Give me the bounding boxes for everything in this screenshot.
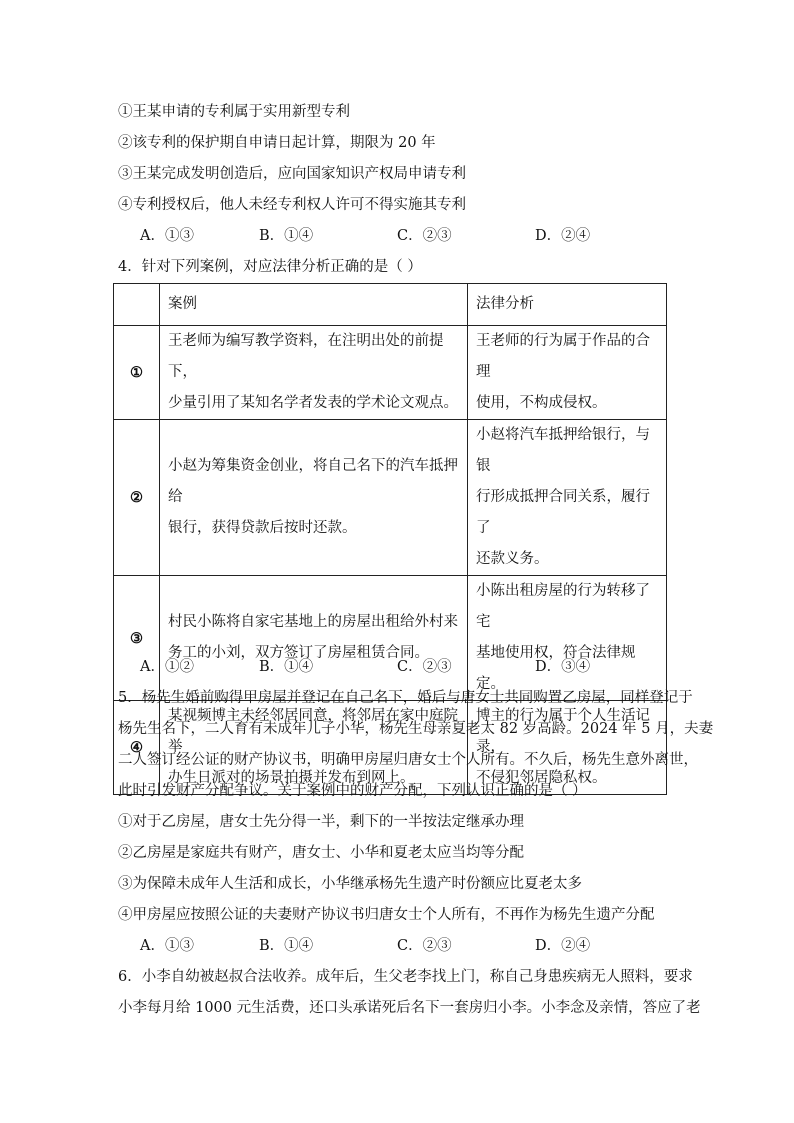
analysis-line: 小陈出租房屋的行为转移了宅	[476, 583, 650, 630]
case-line: 务工的小刘，双方签订了房屋租赁合同。	[168, 645, 429, 661]
case-line: 银行，获得贷款后按时还款。	[168, 520, 357, 536]
table-row	[114, 326, 667, 420]
q5-option-a: A．①③	[140, 938, 194, 954]
q5-item-2: ②乙房屋是家庭共有财产，唐女士、小华和夏老太应当均等分配	[118, 845, 524, 861]
q6-stem-line-2: 小李每月给 1000 元生活费，还口头承诺死后名下一套房归小李。小李念及亲情，答应了老	[118, 1000, 701, 1016]
analysis-line: 基地使用权，符合法律规定。	[476, 645, 636, 692]
q3-option-c: C．②③	[397, 228, 452, 244]
header-cell-analysis: 法律分析	[468, 284, 667, 326]
q4-option-d: D．③④	[535, 659, 591, 675]
row-number: ①	[114, 326, 160, 420]
q3-item-1: ①王某申请的专利属于实用新型专利	[118, 104, 350, 120]
table-header-row	[114, 284, 667, 326]
q4-stem: 4．针对下列案例，对应法律分析正确的是（ ）	[118, 259, 422, 275]
case-cell	[160, 420, 468, 576]
analysis-cell	[468, 576, 667, 701]
case-cell	[160, 576, 468, 701]
analysis-line: 使用，不构成侵权。	[476, 395, 607, 411]
q5-item-4: ④甲房屋应按照公证的夫妻财产协议书归唐女士个人所有，不再作为杨先生遗产分配	[118, 907, 655, 923]
case-line: 办生日派对的场景拍摄并发布到网上。	[168, 770, 415, 786]
q5-item-1: ①对于乙房屋，唐女士先分得一半，剩下的一半按法定继承办理	[118, 814, 524, 830]
q6-stem-line-1: 6．小李自幼被赵叔合法收养。成年后，生父老李找上门，称自己身患疾病无人照料，要求	[118, 969, 693, 985]
analysis-line: 小赵将汽车抵押给银行，与银	[476, 427, 650, 474]
q4-option-c: C．②③	[397, 659, 452, 675]
header-cell-num	[114, 284, 160, 326]
q5-option-b: B．①④	[259, 938, 314, 954]
analysis-cell	[468, 326, 667, 420]
q5-option-c: C．②③	[397, 938, 452, 954]
row-number: ③	[114, 576, 160, 701]
case-line: 小赵为筹集资金创业，将自己名下的汽车抵押给	[168, 458, 458, 505]
case-line: 王老师为编写教学资料，在注明出处的前提下，	[168, 333, 444, 380]
q5-stem-line-3: 二人签订经公证的财产协议书，明确甲房屋归唐女士个人所有。不久后，杨先生意外离世，	[118, 752, 698, 768]
case-line: 少量引用了某知名学者发表的学术论文观点。	[168, 395, 458, 411]
q5-item-3: ③为保障未成年人生活和成长，小华继承杨先生遗产时份额应比夏老太多	[118, 876, 582, 892]
case-line: 某视频博主未经邻居同意，将邻居在家中庭院举	[168, 708, 458, 755]
q4-option-a: A．①②	[140, 659, 194, 675]
analysis-line: 王老师的行为属于作品的合理	[476, 333, 650, 380]
header-cell-case: 案例	[160, 284, 468, 326]
q4-option-b: B．①④	[259, 659, 314, 675]
case-line: 村民小陈将自家宅基地上的房屋出租给外村来	[168, 614, 458, 630]
analysis-line: 不侵犯邻居隐私权。	[476, 770, 607, 786]
q3-option-d: D．②④	[535, 228, 591, 244]
row-number: ④	[114, 701, 160, 795]
q5-stem-line-4: 此时引发财产分配争议。关于案例中的财产分配，下列认识正确的是（ ）	[118, 783, 587, 799]
analysis-line: 还款义务。	[476, 551, 549, 567]
table-row	[114, 576, 667, 701]
analysis-line: 行形成抵押合同关系，履行了	[476, 489, 650, 536]
q5-option-d: D．②④	[535, 938, 591, 954]
analysis-cell	[468, 420, 667, 576]
q3-item-4: ④专利授权后，他人未经专利权人许可不得实施其专利	[118, 197, 466, 213]
q3-item-2: ②该专利的保护期自申请日起计算，期限为 20 年	[118, 135, 436, 151]
q3-option-a: A．①③	[140, 228, 194, 244]
table-row	[114, 420, 667, 576]
row-number: ②	[114, 420, 160, 576]
analysis-line: 博主的行为属于个人生活记录，	[476, 708, 650, 755]
case-cell	[160, 326, 468, 420]
q5-stem-line-1: 5．杨先生婚前购得甲房屋并登记在自己名下，婚后与唐女士共同购置乙房屋，同样登记于	[118, 690, 693, 706]
q3-item-3: ③王某完成发明创造后，应向国家知识产权局申请专利	[118, 166, 466, 182]
q3-option-b: B．①④	[259, 228, 314, 244]
q5-stem-line-2: 杨先生名下，二人育有未成年儿子小华，杨先生母亲夏老太 82 岁高龄。2024 年 5 月，夫妻	[118, 721, 714, 737]
